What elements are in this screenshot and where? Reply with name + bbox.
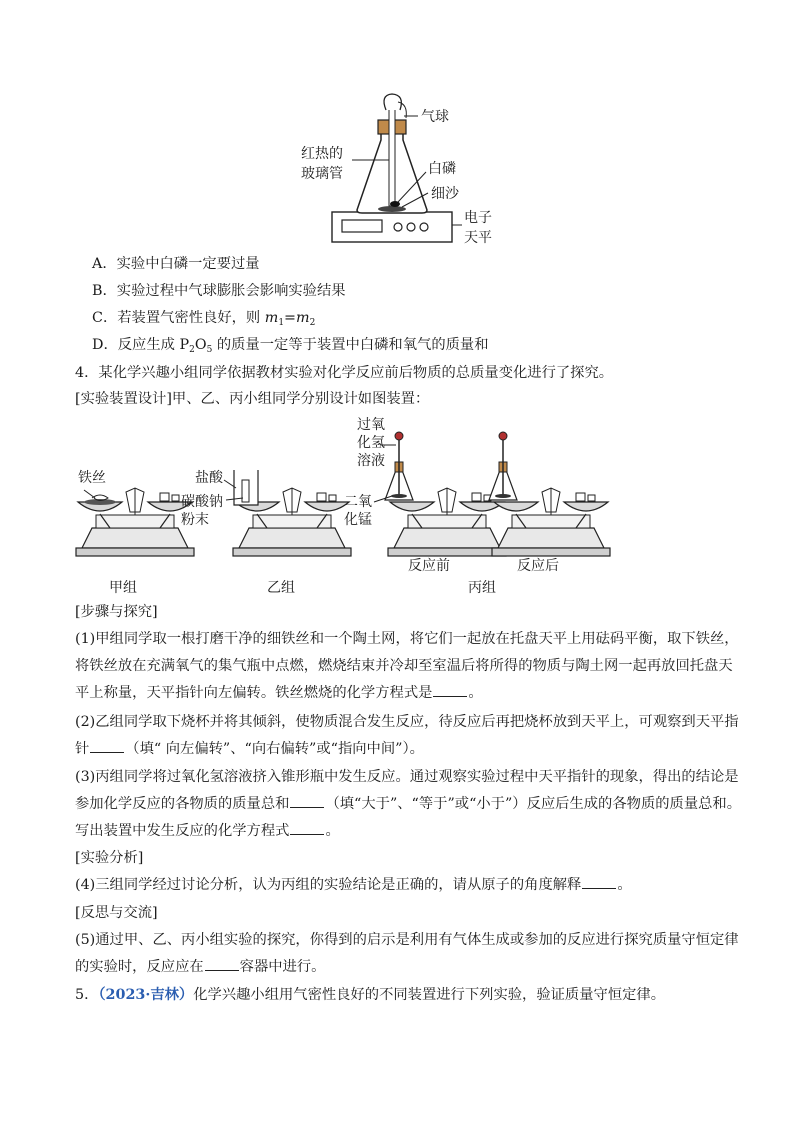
h2o2-label-line3: 溶液: [357, 453, 385, 469]
p1-line3-text: 平上称量，天平指针向左偏转。铁丝燃烧的化学方程式是: [75, 685, 433, 701]
p2-subscript: 2: [189, 345, 195, 355]
steps-heading: [步骤与探究]: [75, 604, 158, 620]
m1-subscript: 1: [278, 318, 285, 328]
balance-label-line2: 天平: [464, 230, 492, 246]
p2-line2-text: 针: [75, 741, 90, 757]
na2co3-label-line2: 粉末: [181, 512, 209, 528]
answer-blank-1[interactable]: [433, 683, 467, 697]
p4-line: [75, 875, 632, 895]
q4-design-heading: [实验装置设计]甲、乙、丙小组同学分别设计如图装置：: [75, 391, 430, 407]
group-bing-caption: 丙组: [468, 580, 496, 596]
p5-line2: [75, 957, 325, 977]
p1-line1: (1)甲组同学取一根打磨干净的细铁丝和一个陶土网，将它们一起放在托盘天平上用砝码平衡，取下铁丝，: [75, 631, 739, 647]
before-caption: 反应前: [408, 558, 450, 574]
mno2-label-line2: 化锰: [344, 512, 372, 528]
q4-stem: 4．某化学兴趣小组同学依据教材实验对化学反应前后物质的总质量变化进行了探究。: [75, 365, 614, 381]
balance-label-line1: 电子: [464, 210, 492, 226]
hcl-label: 盐酸: [195, 470, 223, 486]
m2-subscript: 2: [309, 318, 316, 328]
mno2-label-line1: 二氧: [344, 494, 372, 510]
p1-line2: 将铁丝放在充满氧气的集气瓶中点燃，燃烧结束并冷却至室温后将所得的物质与陶土网一起再放回托盘天: [75, 658, 733, 674]
p3-line3-end: 。: [325, 823, 340, 839]
q5-number: 5．: [75, 987, 99, 1003]
p3-line1: (3)丙组同学将过氧化氢溶液挤入锥形瓶中发生反应。通过观察实验过程中天平指针的现象，得出的结论是: [75, 769, 739, 785]
analysis-heading: [实验分析]: [75, 850, 144, 866]
p5-line2-text: 的实验时，反应应在: [75, 959, 204, 975]
p3-line3: [75, 821, 340, 841]
balloon-label: 气球: [421, 109, 449, 125]
p3-line2-end: （填“大于”、“等于”或“小于”）反应后生成的各物质的质量总和。: [325, 796, 742, 812]
answer-blank-6[interactable]: [205, 957, 239, 971]
p3-line2: [75, 794, 741, 814]
after-caption: 反应后: [517, 558, 559, 574]
p2-line1: (2)乙组同学取下烧杯并将其倾斜，使物质混合发生反应，待反应后再把烧杯放到天平上，可观察到天平指: [75, 714, 739, 730]
answer-blank-5[interactable]: [582, 875, 616, 889]
answer-blank-3[interactable]: [290, 794, 324, 808]
option-d-prefix: D．反应生成 P: [92, 337, 190, 353]
glass-tube-label-line2: 玻璃管: [301, 166, 343, 182]
q5-line: [75, 985, 665, 1005]
oxygen-symbol: O: [194, 337, 207, 353]
fine-sand-label: 细沙: [431, 186, 459, 202]
p4-text: (4)三组同学经过讨论分析，认为丙组的实验结论是正确的，请从原子的角度解释: [75, 877, 582, 893]
p3-line3-text: 写出装置中发生反应的化学方程式: [75, 823, 290, 839]
p4-end: 。: [617, 877, 632, 893]
o5-subscript: 5: [206, 345, 213, 355]
p2-line2-end: （填“ 向左偏转”、“向右偏转”或“指向中间”）。: [125, 741, 424, 757]
option-a: A．实验中白磷一定要过量: [92, 256, 260, 272]
answer-blank-4[interactable]: [290, 821, 324, 835]
answer-blank-2[interactable]: [90, 739, 124, 753]
h2o2-label-line1: 过氧: [357, 417, 385, 433]
option-c-text: C．若装置气密性良好，则: [92, 310, 265, 326]
group-jia-caption: 甲组: [109, 580, 137, 596]
p1-line3: [75, 683, 483, 703]
m1-symbol: m: [264, 310, 279, 326]
h2o2-label-line2: 化氢: [357, 435, 385, 451]
p2-line2: [75, 739, 424, 759]
q5-source: （2023·吉林）: [98, 987, 194, 1003]
m2-symbol: m: [296, 310, 310, 326]
reflect-heading: [反思与交流]: [75, 905, 158, 921]
p5-line1: (5)通过甲、乙、丙小组实验的探究，你得到的启示是利用有气体生成或参加的反应进行探究质量守恒定律: [75, 932, 739, 948]
glass-tube-label-line1: 红热的: [301, 146, 343, 162]
iron-wire-label: 铁丝: [78, 470, 106, 486]
p5-line2-end: 容器中进行。: [239, 959, 326, 975]
q5-text: 化学兴趣小组用气密性良好的不同装置进行下列实验，验证质量守恒定律。: [193, 987, 666, 1003]
option-d-suffix: 的质量一定等于装置中白磷和氧气的质量和: [212, 337, 489, 353]
equals-sign: =: [284, 310, 297, 326]
option-b: B．实验过程中气球膨胀会影响实验结果: [92, 283, 346, 299]
group-yi-caption: 乙组: [267, 580, 295, 596]
p1-line3-end: 。: [468, 685, 483, 701]
white-phosphorus-label: 白磷: [428, 161, 456, 177]
p3-line2-text: 参加化学反应的各物质的质量总和: [75, 796, 290, 812]
na2co3-label-line1: 碳酸钠: [181, 494, 223, 510]
